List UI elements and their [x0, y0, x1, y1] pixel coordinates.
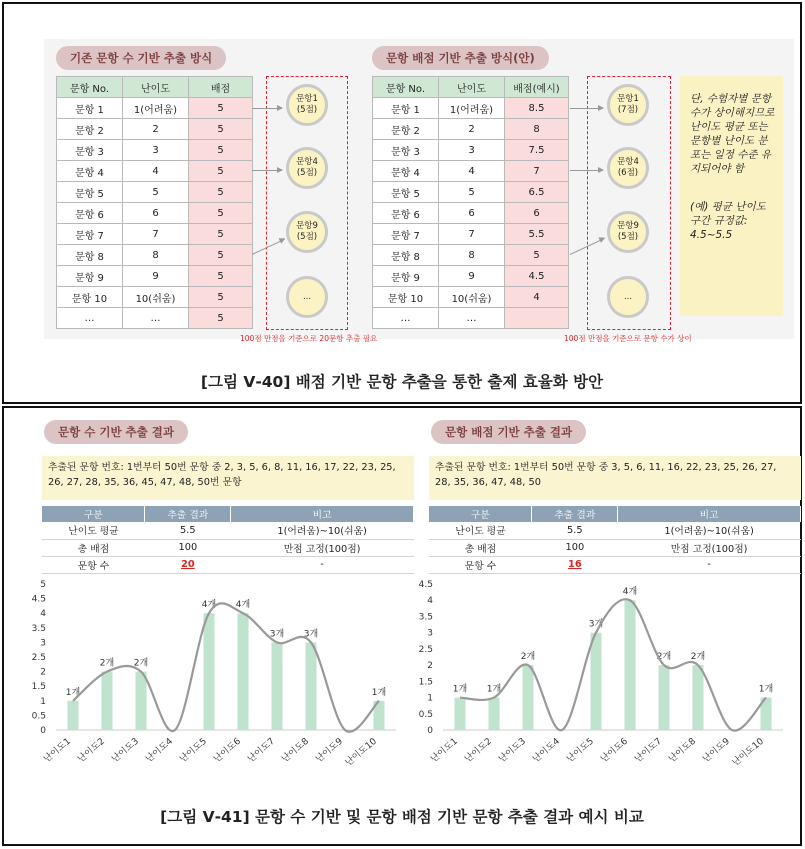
circle-label: 문항1: [617, 94, 639, 104]
data-label: 1개: [758, 684, 774, 695]
trend-line: [460, 599, 766, 730]
data-label: 2개: [520, 652, 536, 663]
y-tick-label: 4: [427, 596, 433, 607]
table-row: [373, 98, 569, 119]
table-row: [373, 140, 569, 161]
score-cell: 5: [189, 161, 253, 182]
x-tick-label: 난이도6: [212, 736, 243, 765]
circle-score: (5점): [296, 105, 318, 115]
data-label: 3개: [303, 629, 319, 640]
score-cell: 5: [189, 266, 253, 287]
bar: [489, 698, 500, 730]
circle-score: (7점): [617, 105, 639, 115]
table-row: [42, 556, 414, 573]
bar: [455, 698, 466, 730]
table-cell: 7: [439, 224, 505, 245]
circle-score: (6점): [617, 168, 639, 178]
score-cell: 8.5: [505, 98, 569, 119]
table-cell: 5.5: [145, 522, 231, 539]
y-tick-label: 2: [427, 661, 433, 672]
x-tick-label: 난이도8: [280, 736, 311, 765]
left-result-table: [42, 506, 414, 574]
y-tick-label: 4.5: [31, 594, 46, 605]
circle-label: 문항4: [617, 157, 639, 167]
selected-item-circle: [607, 147, 649, 189]
y-tick-label: 4: [40, 609, 46, 620]
bar: [693, 665, 704, 730]
table-cell: 만점 고정(100점): [231, 539, 414, 556]
table-row: [42, 522, 414, 539]
y-tick-label: 1.5: [418, 677, 433, 688]
table-row: [373, 266, 569, 287]
bar: [272, 642, 283, 730]
table-cell: 5: [439, 182, 505, 203]
right-box-label: 100점 만점을 기준으로 문항 수가 상이: [564, 334, 692, 343]
table-cell: 10(쉬움): [439, 287, 505, 308]
table-cell: …: [57, 308, 123, 329]
score-cell: 7.5: [505, 140, 569, 161]
score-cell: [505, 308, 569, 329]
score-cell: 5: [189, 224, 253, 245]
right-difficulty-chart: [399, 576, 799, 794]
table-cell: 6: [123, 203, 189, 224]
selected-item-circle: [286, 276, 328, 318]
y-tick-label: 0: [40, 726, 46, 736]
y-tick-label: 4.5: [418, 580, 433, 590]
score-cell: 4: [505, 287, 569, 308]
circle-label: 문항4: [296, 157, 318, 167]
col-header: 추출 결과: [145, 506, 231, 522]
table-cell: 1(어려움): [123, 98, 189, 119]
table-cell: 문항 10: [373, 287, 439, 308]
note-example: (예) 평균 난이도 구간 규정값: 4.5~5.5: [690, 201, 766, 241]
item-count-value: 20: [145, 556, 231, 573]
circle-label: ...: [623, 291, 633, 302]
data-label: 1개: [65, 687, 81, 698]
table-cell: 문항 8: [373, 245, 439, 266]
table-cell: 문항 6: [57, 203, 123, 224]
bar: [306, 642, 317, 730]
table-row: [57, 245, 253, 266]
table-cell: 문항 1: [57, 98, 123, 119]
table-row: [57, 266, 253, 287]
bar: [625, 600, 636, 730]
table-cell: 문항 1: [373, 98, 439, 119]
y-tick-label: 1.5: [31, 682, 46, 693]
bar: [102, 672, 113, 730]
table-cell: 문항 수: [429, 556, 532, 573]
selected-item-circle: [607, 84, 649, 126]
col-header: 구분: [42, 506, 145, 522]
data-label: 3개: [588, 619, 604, 630]
item-count-value: 16: [532, 556, 618, 573]
col-header: 난이도: [123, 77, 189, 98]
y-tick-label: 2.5: [418, 644, 433, 655]
right-result-table: [429, 506, 801, 574]
table-cell: 6: [439, 203, 505, 224]
table-cell: 1(어려움)~10(쉬움): [231, 522, 414, 539]
score-cell: 4.5: [505, 266, 569, 287]
score-cell: 5: [189, 203, 253, 224]
x-tick-label: 난이도3: [110, 736, 141, 765]
left-method-table: [56, 76, 253, 329]
table-row: [373, 308, 569, 329]
figure-41: [2, 406, 802, 846]
table-cell: 9: [123, 266, 189, 287]
y-tick-label: 5: [40, 580, 46, 590]
table-row: [373, 224, 569, 245]
data-label: 4개: [235, 600, 251, 611]
table-row: [373, 203, 569, 224]
x-tick-label: 난이도10: [730, 736, 766, 769]
data-label: 4개: [201, 600, 217, 611]
y-tick-label: 1: [40, 696, 46, 707]
note-text: 단, 수험자별 문항 수가 상이해지므로 난이도 평균 또는 문항별 난이도 분포는 일정 수준 유지되어야 함: [690, 93, 775, 175]
col-header: 추출 결과: [532, 506, 618, 522]
right-method-title: 문항 배점 기반 추출 방식(안): [372, 46, 549, 70]
data-label: 1개: [486, 684, 502, 695]
circle-score: (5점): [296, 232, 318, 242]
y-tick-label: 3.5: [418, 612, 433, 623]
bar: [68, 701, 79, 730]
bar: [591, 633, 602, 730]
table-cell: 8: [439, 245, 505, 266]
table-cell: 5: [123, 182, 189, 203]
x-tick-label: 난이도9: [314, 736, 345, 765]
table-cell: 1(어려움): [439, 98, 505, 119]
table-cell: …: [373, 308, 439, 329]
left-result-title: 문항 수 기반 추출 결과: [44, 420, 188, 444]
table-cell: 난이도 평균: [429, 522, 532, 539]
table-row: [373, 161, 569, 182]
left-box-label: 100점 만점을 기준으로 20문항 추출 필요: [240, 334, 378, 343]
table-cell: …: [123, 308, 189, 329]
x-tick-label: 난이도7: [633, 736, 664, 765]
score-cell: 5: [505, 245, 569, 266]
score-cell: 6: [505, 203, 569, 224]
data-label: 3개: [269, 629, 285, 640]
table-row: [57, 161, 253, 182]
bar: [204, 613, 215, 730]
table-cell: 문항 6: [373, 203, 439, 224]
col-header: 문항 No.: [373, 77, 439, 98]
y-tick-label: 3.5: [31, 623, 46, 634]
table-cell: 문항 3: [373, 140, 439, 161]
table-cell: 2: [123, 119, 189, 140]
selected-item-circle: [286, 147, 328, 189]
table-cell: 난이도 평균: [42, 522, 145, 539]
data-label: 2개: [690, 652, 706, 663]
table-cell: 3: [439, 140, 505, 161]
table-cell: 문항 3: [57, 140, 123, 161]
circle-score: (5점): [617, 232, 639, 242]
table-cell: -: [618, 556, 801, 573]
bar: [136, 672, 147, 730]
table-cell: 문항 8: [57, 245, 123, 266]
table-cell: 4: [439, 161, 505, 182]
y-tick-label: 3: [40, 638, 46, 649]
table-row: [373, 182, 569, 203]
x-tick-label: 난이도10: [343, 736, 379, 769]
x-tick-label: 난이도1: [429, 736, 460, 765]
x-tick-label: 난이도8: [667, 736, 698, 765]
data-label: 2개: [133, 658, 149, 669]
right-result-title: 문항 배점 기반 추출 결과: [431, 420, 586, 444]
x-tick-label: 난이도3: [497, 736, 528, 765]
x-tick-label: 난이도9: [701, 736, 732, 765]
col-header: 문항 No.: [57, 77, 123, 98]
table-cell: 7: [123, 224, 189, 245]
x-tick-label: 난이도7: [246, 736, 277, 765]
selected-item-circle: [286, 84, 328, 126]
table-row: [57, 203, 253, 224]
x-tick-label: 난이도4: [531, 736, 562, 765]
table-row: [57, 119, 253, 140]
table-row: [373, 119, 569, 140]
y-tick-label: 2.5: [31, 653, 46, 663]
circle-label: 문항9: [617, 221, 639, 231]
y-tick-label: 0.5: [31, 711, 46, 722]
x-tick-label: 난이도1: [42, 736, 73, 765]
col-header: 구분: [429, 506, 532, 522]
bar: [523, 665, 534, 730]
x-tick-label: 난이도5: [178, 736, 209, 765]
score-cell: 5.5: [505, 224, 569, 245]
circle-score: (5점): [296, 168, 318, 178]
score-cell: 8: [505, 119, 569, 140]
selected-item-circle: [607, 276, 649, 318]
col-header: 배점(예시): [505, 77, 569, 98]
figure-40-caption: [그림 Ⅴ-40] 배점 기반 문항 추출을 통한 출제 효율화 방안: [200, 373, 604, 391]
table-cell: 9: [439, 266, 505, 287]
table-row: [57, 140, 253, 161]
table-cell: 문항 9: [57, 266, 123, 287]
figure-40: [2, 2, 802, 404]
table-cell: 문항 2: [57, 119, 123, 140]
col-header: 비고: [231, 506, 414, 522]
table-cell: 100: [532, 539, 618, 556]
y-tick-label: 0: [427, 726, 433, 736]
score-cell: 7: [505, 161, 569, 182]
arrow-icon: [570, 170, 603, 171]
y-tick-label: 2: [40, 667, 46, 678]
figure-41-caption: [그림 Ⅴ-41] 문항 수 기반 및 문항 배점 기반 문항 추출 결과 예시 비교: [160, 808, 644, 826]
table-row: [429, 556, 801, 573]
table-cell: 문항 2: [373, 119, 439, 140]
table-cell: 문항 9: [373, 266, 439, 287]
table-row: [42, 539, 414, 556]
x-tick-label: 난이도2: [463, 736, 494, 765]
table-cell: 총 배점: [42, 539, 145, 556]
table-row: [57, 98, 253, 119]
bar: [659, 665, 670, 730]
arrow-icon: [252, 108, 282, 109]
data-label: 4개: [622, 587, 638, 598]
col-header: 난이도: [439, 77, 505, 98]
right-result-panel: [418, 418, 805, 798]
right-method-table: [372, 76, 569, 329]
table-cell: 10(쉬움): [123, 287, 189, 308]
table-cell: 8: [123, 245, 189, 266]
table-cell: 문항 7: [57, 224, 123, 245]
table-cell: 3: [123, 140, 189, 161]
arrow-icon: [570, 108, 603, 109]
data-label: 1개: [371, 687, 387, 698]
y-tick-label: 3: [427, 628, 433, 639]
x-tick-label: 난이도4: [144, 736, 175, 765]
table-cell: 문항 7: [373, 224, 439, 245]
table-row: [373, 287, 569, 308]
table-cell: 5.5: [532, 522, 618, 539]
bar: [238, 613, 249, 730]
y-tick-label: 1: [427, 693, 433, 704]
table-row: [429, 539, 801, 556]
y-tick-label: 0.5: [418, 709, 433, 720]
table-cell: 2: [439, 119, 505, 140]
left-extracted-items: 추출된 문항 번호: 1번부터 50번 문항 중 2, 3, 5, 6, 8, 11, 16, 17, 22, 23, 25, 26, 27, 28, 35, 36, 45, 47, 48, 50번 문항: [42, 456, 414, 500]
table-cell: 4: [123, 161, 189, 182]
table-row: [429, 522, 801, 539]
col-header: 비고: [618, 506, 801, 522]
table-cell: 문항 4: [373, 161, 439, 182]
table-row: [57, 308, 253, 329]
circle-label: 문항1: [296, 94, 318, 104]
table-cell: 문항 5: [57, 182, 123, 203]
table-cell: 문항 5: [373, 182, 439, 203]
table-row: [57, 182, 253, 203]
data-label: 2개: [656, 652, 672, 663]
trend-line: [73, 603, 379, 731]
table-cell: 1(어려움)~10(쉬움): [618, 522, 801, 539]
arrow-icon: [252, 170, 282, 171]
x-tick-label: 난이도2: [76, 736, 107, 765]
score-cell: 5: [189, 182, 253, 203]
table-row: [57, 224, 253, 245]
sticky-note: [680, 76, 783, 316]
left-result-panel: [31, 418, 422, 798]
table-cell: -: [231, 556, 414, 573]
score-cell: 5: [189, 119, 253, 140]
table-cell: 100: [145, 539, 231, 556]
left-difficulty-chart: [12, 576, 412, 794]
table-cell: 만점 고정(100점): [618, 539, 801, 556]
score-cell: 6.5: [505, 182, 569, 203]
table-cell: 총 배점: [429, 539, 532, 556]
left-method-title: 기존 문항 수 기반 추출 방식: [56, 46, 226, 70]
circle-label: ...: [302, 291, 312, 302]
table-row: [373, 245, 569, 266]
table-cell: 문항 수: [42, 556, 145, 573]
table-cell: 문항 4: [57, 161, 123, 182]
score-cell: 5: [189, 98, 253, 119]
col-header: 배점: [189, 77, 253, 98]
selected-item-circle: [607, 211, 649, 253]
table-cell: …: [439, 308, 505, 329]
table-cell: 문항 10: [57, 287, 123, 308]
score-cell: 5: [189, 308, 253, 329]
right-extracted-items: 추출된 문항 번호: 1번부터 50번 문항 중 3, 5, 6, 11, 16, 22, 23, 25, 26, 27, 28, 35, 36, 47, 48, 50: [429, 456, 801, 500]
score-cell: 5: [189, 140, 253, 161]
circle-label: 문항9: [296, 221, 318, 231]
score-cell: 5: [189, 287, 253, 308]
x-tick-label: 난이도6: [599, 736, 630, 765]
x-tick-label: 난이도5: [565, 736, 596, 765]
selected-item-circle: [286, 211, 328, 253]
score-cell: 5: [189, 245, 253, 266]
data-label: 1개: [452, 684, 468, 695]
table-row: [57, 287, 253, 308]
data-label: 2개: [99, 658, 115, 669]
